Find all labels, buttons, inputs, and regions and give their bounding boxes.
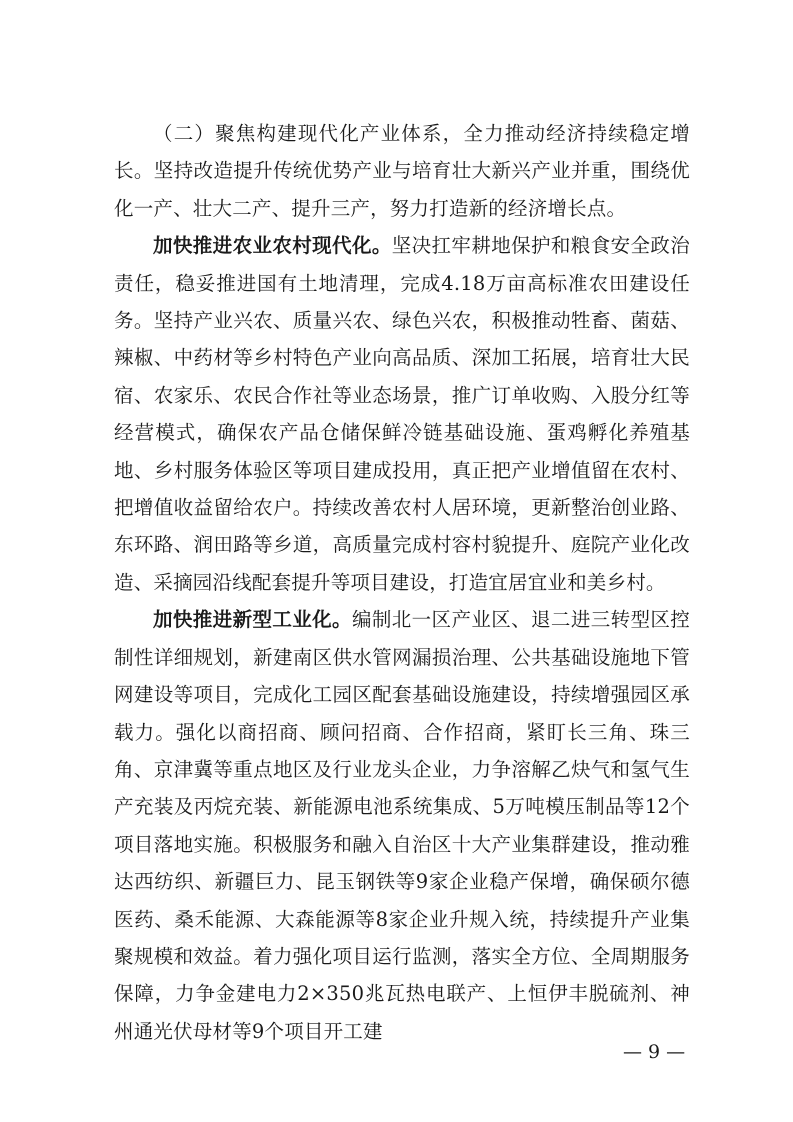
paragraph-text: （二）聚焦构建现代化产业体系，全力推动经济持续稳定增长。坚持改造提升传统优势产业与培育壮大新兴产业并重，围绕优化一产、壮大二产、提升三产，努力打造新的经济增长点。 xyxy=(114,122,690,220)
document-body xyxy=(114,115,690,1050)
paragraph-text: 编制北一区产业区、退二进三转型区控制性详细规划，新建南区供水管网漏损治理、公共基础设施地下管网建设等项目，完成化工园区配套基础设施建设，持续增强园区承载力。强化以商招商、顾问招商、合作招商，紧盯长三角、珠三角、京津冀等重点地区及行业龙头企业，力争溶解乙炔气和氢气生产充装及丙烷充装、新能源电池系统集成、5万吨模压制品等12个项目落地实施。积极服务和融入自治区十大产业集群建设，推动雅达西纺织、新疆巨力、昆玉钢铁等9家企业稳产保增，确保硕尔德医药、桑禾能源、大森能源等8家企业升规入统，持续提升产业集聚规模和效益。着力强化项目运行监测，落实全方位、全周期服务保障，力争金建电力2×350兆瓦热电联产、上恒伊丰脱硫剂、神州通光伏母材等9个项目开工建 xyxy=(114,608,690,1043)
paragraph-industrialization xyxy=(114,601,690,1050)
paragraph-text: 坚决扛牢耕地保护和粮食安全政治责任，稳妥推进国有土地清理，完成4.18万亩高标准农田建设任务。坚持产业兴农、质量兴农、绿色兴农，积极推动牲畜、菌菇、辣椒、中药材等乡村特色产业向高品质、深加工拓展，培育壮大民宿、农家乐、农民合作社等业态场景，推广订单收购、入股分红等经营模式，确保农产品仓储保鲜冷链基础设施、蛋鸡孵化养殖基地、乡村服务体验区等项目建成投用，真正把产业增值留在农村、把增值收益留给农户。持续改善农村人居环境，更新整治创业路、东环路、润田路等乡道，高质量完成村容村貌提升、庭院产业化改造、采摘园沿线配套提升等项目建设，打造宜居宜业和美乡村。 xyxy=(114,234,690,594)
paragraph-lead-heading: 加快推进新型工业化。 xyxy=(153,608,352,632)
paragraph-lead-heading: 加快推进农业农村现代化。 xyxy=(153,234,392,258)
paragraph-section-heading xyxy=(114,115,690,227)
page-number: — 9 — xyxy=(623,1041,686,1063)
paragraph-agriculture xyxy=(114,227,690,601)
